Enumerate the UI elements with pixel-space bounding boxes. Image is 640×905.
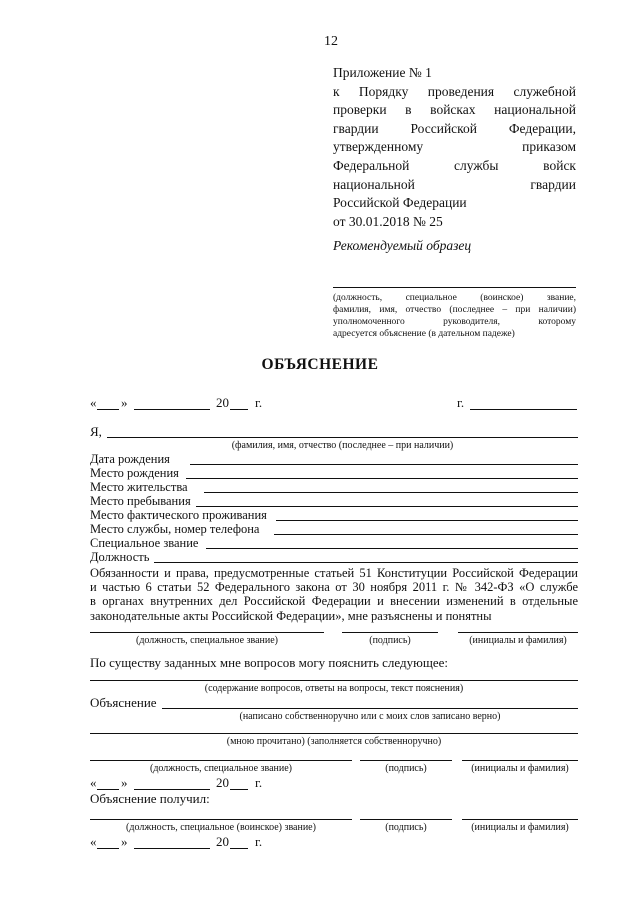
received-label: Объяснение получил:: [90, 791, 210, 806]
date-year-prefix: 20: [216, 395, 229, 410]
field-line[interactable]: [206, 548, 578, 549]
date3-day-line[interactable]: [97, 848, 119, 849]
field-line[interactable]: [274, 534, 578, 535]
date3-year-suffix: г.: [255, 834, 263, 849]
addressee-line: [333, 287, 576, 288]
field-label: Место фактического проживания: [90, 508, 267, 522]
page-number: 12: [324, 34, 338, 49]
field-line[interactable]: [276, 520, 578, 521]
date3-quote-open: «: [90, 834, 97, 849]
content-caption: (содержание вопросов, ответы на вопросы, текст пояснения): [204, 683, 464, 694]
field-label: Место жительства: [90, 480, 188, 494]
sign3-signature-line[interactable]: [360, 819, 452, 820]
sign2-position-line[interactable]: [90, 760, 352, 761]
date-month-line[interactable]: [134, 409, 210, 410]
field-label: Дата рождения: [90, 452, 170, 466]
explanation-line[interactable]: [162, 708, 578, 709]
addressee-caption: [333, 292, 576, 340]
field-residence: [90, 480, 578, 494]
rights-line: и частью 6 статьи 52 Федерального закона от 30 ноября 2011 г. № 342-ФЗ «О службе: [90, 580, 578, 595]
field-label: Специальное звание: [90, 536, 199, 550]
fio-caption: (фамилия, имя, отчество (последнее – при наличии): [231, 440, 454, 451]
date3-quote-close: »: [121, 834, 128, 849]
appendix-line: гвардии Российской Федерации,: [333, 120, 576, 136]
field-label: Должность: [90, 550, 150, 564]
appendix-line: национальной гвардии: [333, 176, 576, 192]
sign1-signature-caption: (подпись): [369, 635, 411, 646]
read-line[interactable]: [90, 733, 578, 734]
field-line[interactable]: [186, 478, 578, 479]
appendix-line: от 30.01.2018 № 25: [333, 213, 443, 229]
field-line[interactable]: [154, 562, 578, 563]
appendix-line: Федеральной службы войск: [333, 157, 576, 173]
appendix-line: к Порядку проведения служебной: [333, 83, 576, 99]
field-position: [90, 550, 578, 564]
date-year-suffix: г.: [255, 395, 263, 410]
rights-line: Обязанности и права, предусмотренные статьей 51 Конституции Российской Федерации: [90, 566, 578, 580]
sign3-initials-caption: (инициалы и фамилия): [471, 822, 569, 833]
date3-year-prefix: 20: [216, 834, 229, 849]
sign1-signature-line[interactable]: [342, 632, 438, 633]
field-label: Место рождения: [90, 466, 179, 480]
sign2-signature-line[interactable]: [360, 760, 452, 761]
date-year-line[interactable]: [230, 409, 248, 410]
date-day-line[interactable]: [97, 409, 119, 410]
field-special-rank: [90, 536, 578, 550]
rights-paragraph: [90, 566, 578, 623]
date3-year-line[interactable]: [230, 848, 248, 849]
field-line[interactable]: [204, 492, 578, 493]
rights-line: в органах внутренних дел Российской Федерации и внесении изменений в отдельные: [90, 594, 578, 609]
addressee-caption-line: (должность, специальное (воинское) звание,: [333, 293, 576, 303]
recommended-sample: Рекомендуемый образец: [333, 238, 472, 253]
sign3-position-caption: (должность, специальное (воинское) звание): [126, 822, 316, 833]
field-line[interactable]: [190, 464, 578, 465]
city-prefix: г.: [457, 395, 465, 410]
explanation-label: Объяснение: [90, 695, 157, 710]
handwritten-caption: (написано собственноручно или с моих слов записано верно): [239, 711, 501, 722]
addressee-caption-line: фамилия, имя, отчество (последнее – при наличии): [333, 305, 576, 315]
content-line[interactable]: [90, 680, 578, 681]
date2-month-line[interactable]: [134, 789, 210, 790]
field-birth-date: [90, 452, 578, 466]
questions-intro: По существу заданных мне вопросов могу пояснить следующее:: [90, 655, 449, 670]
field-actual-residence: [90, 508, 578, 522]
sign1-position-line[interactable]: [90, 632, 324, 633]
appendix-line: утвержденному приказом: [333, 139, 576, 155]
appendix-line: Российской Федерации: [333, 195, 467, 211]
date3-month-line[interactable]: [134, 848, 210, 849]
sign1-initials-line[interactable]: [458, 632, 578, 633]
sign2-initials-line[interactable]: [462, 760, 578, 761]
rights-line: законодательные акты Российской Федерации», мне разъяснены и понятны: [90, 608, 492, 623]
fio-line[interactable]: [107, 437, 578, 438]
date2-year-prefix: 20: [216, 775, 229, 790]
sign1-initials-caption: (инициалы и фамилия): [469, 635, 567, 646]
date2-quote-open: «: [90, 775, 97, 790]
city-line[interactable]: [470, 409, 577, 410]
sign3-signature-caption: (подпись): [385, 822, 427, 833]
date2-year-line[interactable]: [230, 789, 248, 790]
field-line[interactable]: [196, 506, 578, 507]
field-birth-place: [90, 466, 578, 480]
sign3-initials-line[interactable]: [462, 819, 578, 820]
sign2-initials-caption: (инициалы и фамилия): [471, 763, 569, 774]
field-stay-place: [90, 494, 578, 508]
document-title: ОБЪЯСНЕНИЕ: [261, 356, 379, 373]
date-quote-open: «: [90, 395, 97, 410]
read-caption: (мною прочитано) (заполняется собственноручно): [226, 736, 442, 747]
date-quote-close: »: [121, 395, 128, 410]
appendix-block: [333, 64, 576, 231]
sign2-signature-caption: (подпись): [385, 763, 427, 774]
sign3-position-line[interactable]: [90, 819, 352, 820]
field-service-place-phone: [90, 522, 578, 536]
addressee-caption-line: уполномоченного руководителя, которому: [333, 317, 576, 327]
sign2-position-caption: (должность, специальное звание): [149, 763, 293, 774]
field-label: Место службы, номер телефона: [90, 522, 260, 536]
sign1-position-caption: (должность, специальное звание): [135, 635, 279, 646]
appendix-line: проверки в войсках национальной: [333, 102, 576, 118]
date2-quote-close: »: [121, 775, 128, 790]
field-label: Место пребывания: [90, 494, 191, 508]
addressee-caption-line: адресуется объяснение (в дательном падеже): [333, 329, 515, 339]
date2-year-suffix: г.: [255, 775, 263, 790]
i-label: Я,: [90, 424, 102, 439]
appendix-line: Приложение № 1: [333, 65, 432, 80]
date2-day-line[interactable]: [97, 789, 119, 790]
